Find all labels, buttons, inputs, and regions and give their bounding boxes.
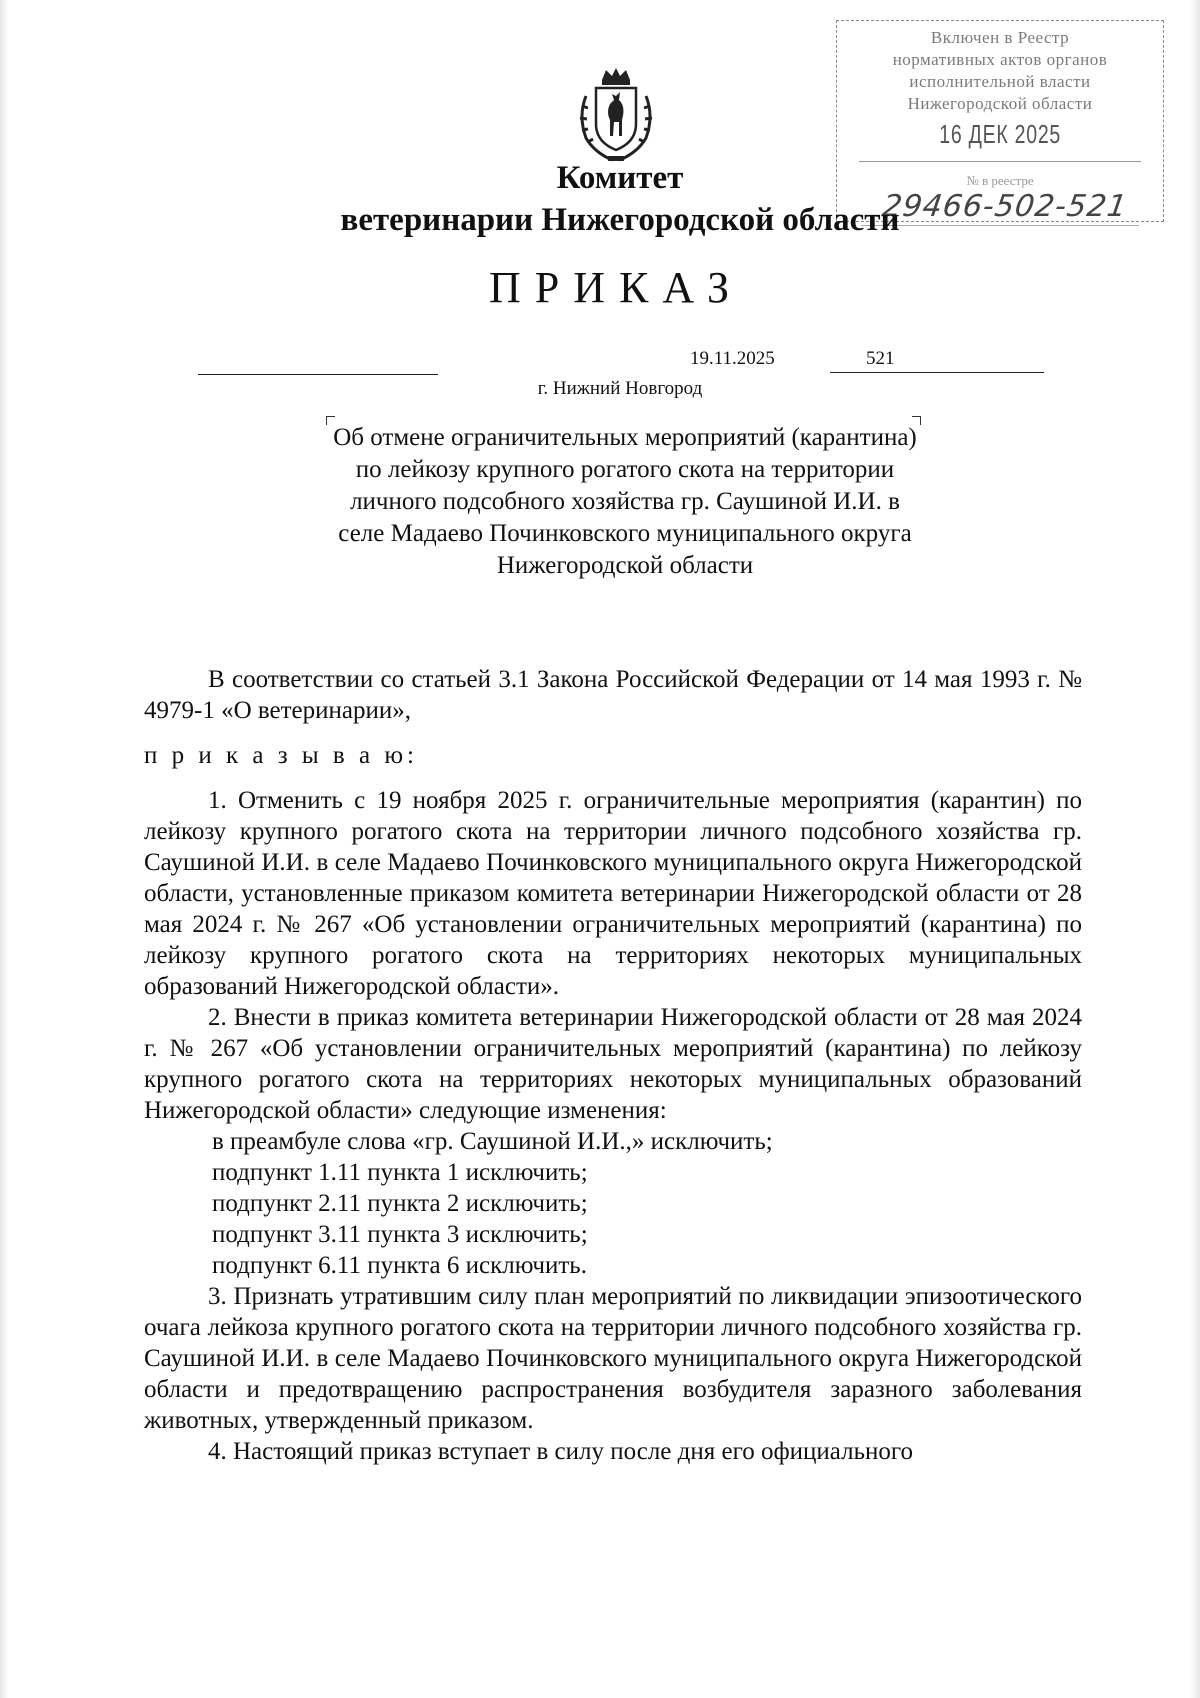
- paragraph-2-item: подпункт 1.11 пункта 1 исключить;: [212, 1159, 588, 1186]
- document-title: Об отмене ограничительных мероприятий (карантина) по лейкозу крупного рогатого скота на территории личного подсобного хозяйства гр. Саушиной И.И. в селе Мадаево Починковского муниципального округа Нижегородской области: [333, 424, 917, 579]
- document-body: [144, 664, 1082, 1467]
- number-underline: [830, 372, 1044, 373]
- stamp-registry-label: № в реестре: [966, 173, 1034, 188]
- order-word: п р и к а з ы в а ю:: [144, 742, 418, 769]
- coat-of-arms-icon: [572, 66, 660, 166]
- stamp-line: Включен в Реестр: [930, 28, 1070, 47]
- blank-date-line: [198, 374, 438, 375]
- paragraph-4: 4. Настоящий приказ вступает в силу после дня его официального: [208, 1438, 914, 1465]
- stamp-text: [837, 27, 1163, 115]
- stamp-registry-number: 29466-502-521: [880, 189, 1130, 224]
- paragraph-2-item: в преамбуле слова «гр. Саушиной И.И.,» исключить;: [212, 1128, 773, 1155]
- document-type: ПРИКАЗ: [488, 263, 744, 312]
- paragraph-2-item: подпункт 3.11 пункта 3 исключить;: [212, 1221, 588, 1248]
- stamp-line: нормативных актов органов: [892, 50, 1108, 69]
- paragraph-3: 3. Признать утратившим силу план мероприятий по ликвидации эпизоотического очага лейкоза крупного рогатого скота на территории личного подсобного хозяйства гр. Саушиной И.И. в селе Мадаево Починковского муниципального округа Нижегородской области и предотвращению распространения возбудителя заразного заболевания животных, утвержденный приказом.: [144, 1283, 1082, 1434]
- stamp-line: Нижегородской области: [907, 94, 1093, 113]
- paragraph-2: 2. Внести в приказ комитета ветеринарии Нижегородской области от 28 мая 2024 г. № 267 «Об установлении ограничительных мероприятий (карантина) по лейкозу крупного рогатого скота на территориях некоторых муниципальных образований Нижегородской области» следующие изменения:: [144, 1004, 1082, 1124]
- document-number: 521: [866, 348, 895, 369]
- document-date: 19.11.2025: [690, 348, 775, 369]
- preamble-paragraph: В соответствии со статьей 3.1 Закона Российской Федерации от 14 мая 1993 г. № 4979-1 «О ветеринарии»,: [144, 666, 1082, 724]
- paragraph-2-item: подпункт 2.11 пункта 2 исключить;: [212, 1190, 588, 1217]
- paragraph-2-item: подпункт 6.11 пункта 6 исключить.: [212, 1252, 587, 1279]
- organization-name-line1: Комитет: [556, 160, 684, 196]
- stamp-line: исполнительной власти: [909, 72, 1091, 91]
- stamp-date: 16 ДЕК 2025: [939, 119, 1061, 149]
- document-city: г. Нижний Новгород: [537, 378, 703, 399]
- paragraph-1: 1. Отменить с 19 ноября 2025 г. ограничительные мероприятия (карантин) по лейкозу крупного рогатого скота на территории личного подсобного хозяйства гр. Саушиной И.И. в селе Мадаево Починковского муниципального округа Нижегородской области, установленные приказом комитета ветеринарии Нижегородской области от 28 мая 2024 г. № 267 «Об установлении ограничительных мероприятий (карантина) по лейкозу крупного рогатого скота на территориях некоторых муниципальных образований Нижегородской области».: [144, 787, 1082, 1000]
- organization-name-line2: ветеринарии Нижегородской области: [340, 202, 900, 238]
